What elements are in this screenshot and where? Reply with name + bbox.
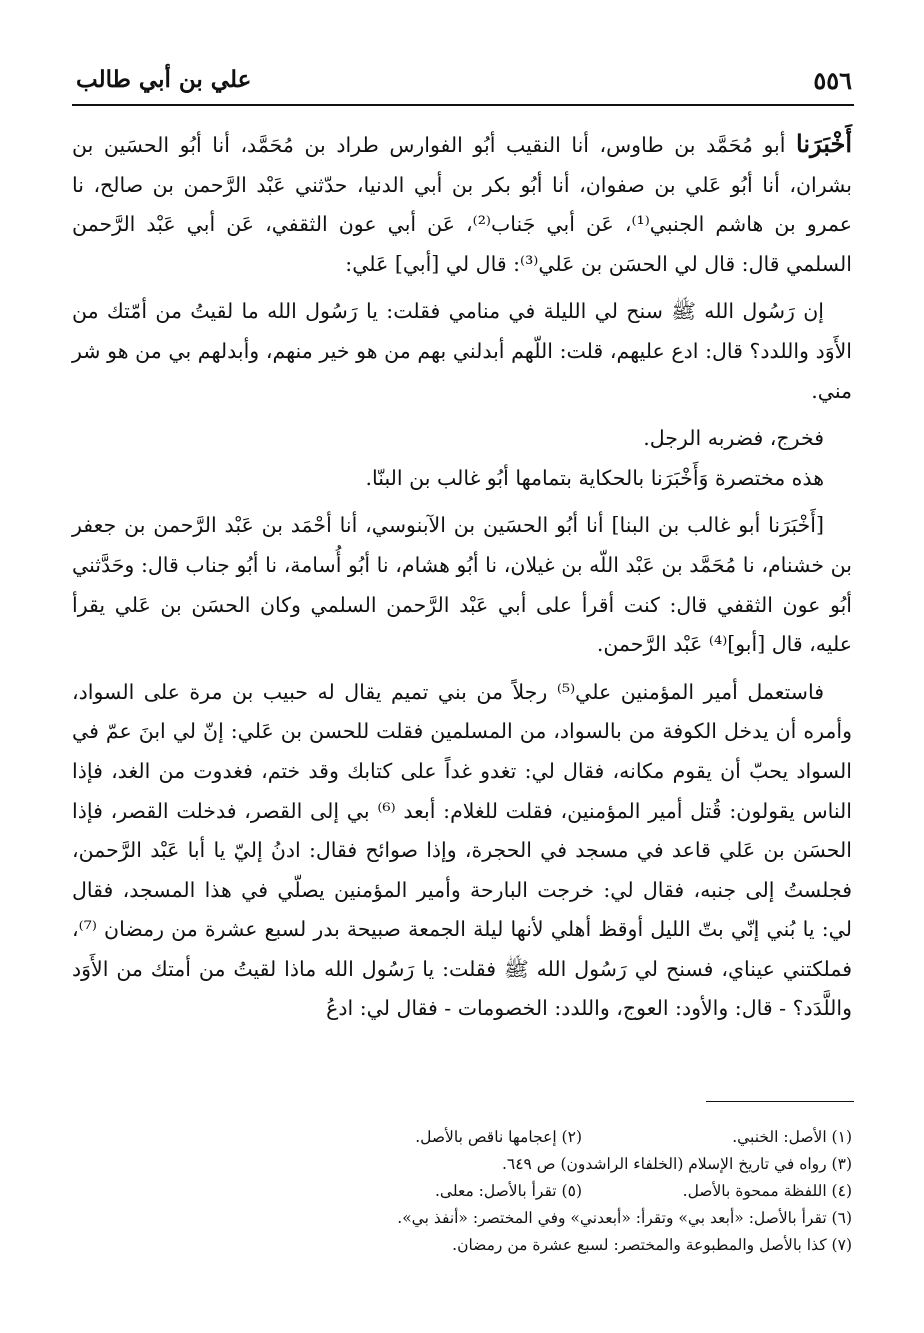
paragraph-6: فاستعمل أمير المؤمنين علي⁽⁵⁾ رجلاً من بني تميم يقال له حبيب بن مرة على السواد، وأمره أن يدخل الكوفة من بالسواد، من المسلمين فقلت للحسن بن عَلي: إنّ لي ابنَ عمّ في السواد يحبّ أن يقوم مكانه، فقال لي: تغدو غداً على كتابك وقد ختم، فغدوت من الغد، فإذا الناس يقولون: قُتل أمير المؤمنين، فقلت للغلام: أبعد ⁽⁶⁾ بي إلى القصر، فدخلت القصر، فإذا الحسَن بن عَلي قاعد في مسجد في الحجرة، وإذا صوائح فقال: ادنُ إليّ يا أبا عَبْد الرَّحمن، فجلستُ إلى جنبه، فقال لي: خرجت البارحة وأمير المؤمنين يصلّي في هذا المسجد، فقال لي: يا بُني إنّي بتّ الليل أوقظ أهلي لأنها ليلة الجمعة صبيحة بدر لسبع عشرة من رمضان ⁽⁷⁾، فملكتني عيناي، فسنح لي رَسُول الله ﷺ فقلت: يا رَسُول الله ماذا لقيتُ من أمتك من الأَوَد واللَّدَد؟ - قال: والأود: العوج، واللدد: الخصومات - فقال لي: ادعُ bbox=[72, 679, 853, 1021]
paragraph-4: هذه مختصرة وَأَخْبَرَنا بالحكاية بتمامها أبُو غالب بن البنّا. bbox=[365, 465, 824, 490]
footnote-rule bbox=[706, 1101, 854, 1102]
footnote-row bbox=[180, 1232, 852, 1259]
footnote-1: (١) الأصل: الخنبي. bbox=[732, 1128, 852, 1146]
page-header bbox=[76, 66, 852, 102]
footnotes bbox=[180, 1124, 852, 1259]
header-rule bbox=[72, 104, 854, 106]
paragraph-5: [أَخْبَرَنا أبو غالب بن البنا] أنا أبُو الحسَين بن الآبنوسي، أنا أحْمَد بن عَبْد الرَّحمن بن جعفر بن خشنام، نا مُحَمَّد بن عَبْد اللّه بن غيلان، نا أبُو هشام، نا أبُو أُسامة، نا أبُو جناب قال: وحَدَّثني أبُو عون الثقفي قال: كنت أقرأ على أبي عَبْد الرَّحمن السلمي وكان الحسَن بن عَلي يقرأ عليه، قال [أبو]⁽⁴⁾ عَبْد الرَّحمن. bbox=[72, 513, 852, 657]
footnote-row bbox=[180, 1178, 852, 1205]
page-number: ٥٥٦ bbox=[813, 66, 852, 95]
paragraph-1 bbox=[72, 124, 852, 284]
footnote-3: (٣) رواه في تاريخ الإسلام (الخلفاء الراشدون) ص ٦٤٩. bbox=[501, 1155, 852, 1173]
footnote-row bbox=[180, 1124, 852, 1151]
footnote-row bbox=[180, 1205, 852, 1232]
paragraph-2: إن رَسُول الله ﷺ سنح لي الليلة في منامي فقلت: يا رَسُول الله ما لقيتُ من أمّتك من الأَوَد واللدد؟ قال: ادع عليهم، قلت: اللّهم أبدلني بهم من هو خير منهم، وأبدلهم بي من هو شر مني. bbox=[72, 299, 852, 403]
footnote-2: (٢) إعجامها ناقص بالأصل. bbox=[415, 1128, 582, 1146]
main-text bbox=[72, 124, 852, 1029]
footnote-4: (٤) اللفظة ممحوة بالأصل. bbox=[682, 1182, 852, 1200]
footnote-7: (٧) كذا بالأصل والمطبوعة والمختصر: لسبع عشرة من رمضان. bbox=[452, 1236, 852, 1254]
paragraph-3: فخرج، فضربه الرجل. bbox=[643, 426, 824, 451]
footnote-5: (٥) تقرأ بالأصل: معلى. bbox=[435, 1182, 582, 1200]
footnote-row bbox=[180, 1151, 852, 1178]
running-title: علي بن أبي طالب bbox=[76, 66, 252, 93]
lead-word: أَخْبَرَنا bbox=[796, 129, 852, 158]
paragraph-1-text: أبو مُحَمَّد بن طاوس، أنا النقيب أبُو الفوارس طراد بن مُحَمَّد، أنا أبُو الحسَين بن بشران، أنا أبُو عَلي بن صفوان، أنا أبُو بكر بن أبي الدنيا، حدّثني عَبْد الرَّحمن بن صالح، نا عمرو بن هاشم الجنبي⁽¹⁾، عَن أبي جَناب⁽²⁾، عَن أبي عون الثقفي، عَن أبي عَبْد الرَّحمن السلمي قال: قال لي الحسَن بن عَلي⁽³⁾: قال لي [أبي] عَلي: bbox=[72, 133, 852, 276]
footnote-6: (٦) تقرأ بالأصل: «أبعد بي» وتقرأ: «أبعدني» وفي المختصر: «أنفذ بي». bbox=[397, 1209, 852, 1227]
